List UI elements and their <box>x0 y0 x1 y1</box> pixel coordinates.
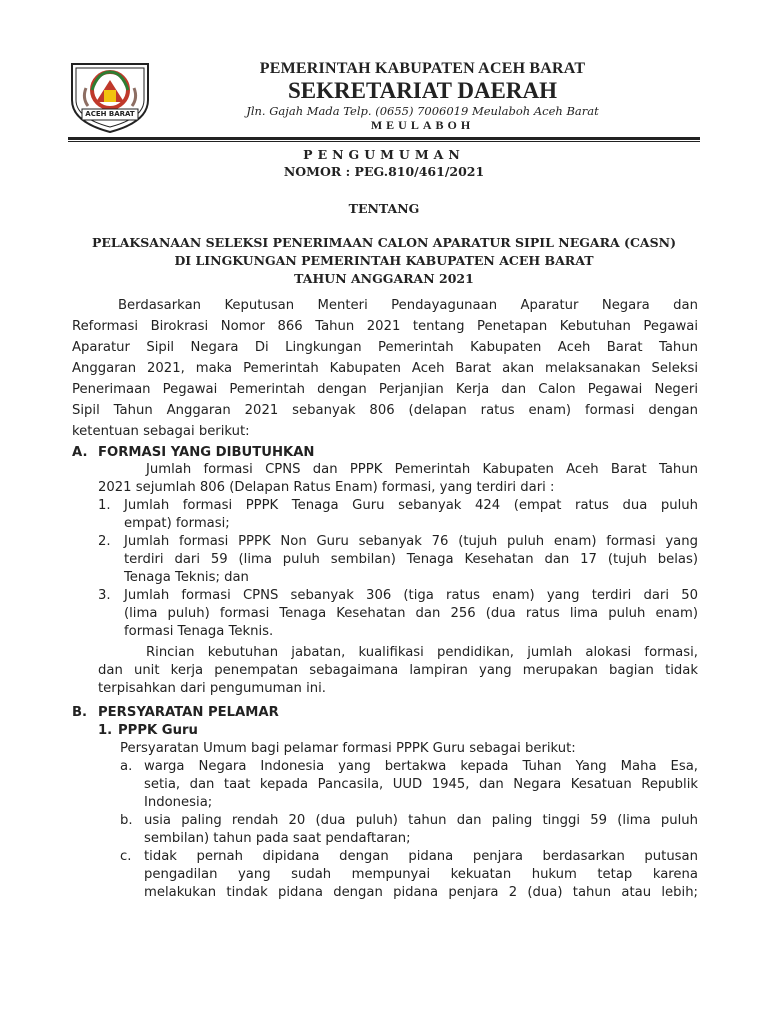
subject-line-1: PELAKSANAAN SELEKSI PENERIMAAN CALON APARATUR SIPIL NEGARA (CASN) <box>92 235 676 250</box>
requirement-line: melakukan tindak pidana dengan pidana penjara 2 (dua) tahun atau lebih; <box>144 885 698 900</box>
list-item-line: Jumlah formasi PPPK Non Guru sebanyak 76 (tujuh puluh enam) formasi yang <box>124 534 698 549</box>
requirement-line: tidak pernah dipidana dengan pidana penjara berdasarkan putusan <box>144 849 698 864</box>
requirement-line: usia paling rendah 20 (dua puluh) tahun dan paling tinggi 59 (lima puluh <box>144 813 698 828</box>
list-item-line: formasi Tenaga Teknis. <box>124 624 274 639</box>
list-item-number: 1. <box>98 498 111 513</box>
section-a-closing: Rincian kebutuhan jabatan, kualifikasi pendidikan, jumlah alokasi formasi, <box>146 645 698 660</box>
list-item-line: Tenaga Teknis; dan <box>124 570 249 585</box>
about-label: TENTANG <box>348 201 420 216</box>
letterhead-divider-thin <box>68 141 700 142</box>
subject-line-3: TAHUN ANGGARAN 2021 <box>294 271 474 286</box>
section-a-closing: terpisahkan dari pengumuman ini. <box>98 681 326 696</box>
subject-line-2: DI LINGKUNGAN PEMERINTAH KABUPATEN ACEH BARAT <box>174 253 594 268</box>
requirement-line: Indonesia; <box>144 795 213 810</box>
document-type-title: PENGUMUMAN <box>303 147 465 162</box>
list-item-line: (lima puluh) formasi Tenaga Kesehatan dan 256 (dua ratus lima puluh enam) <box>124 606 698 621</box>
requirement-letter: c. <box>120 849 132 864</box>
requirement-line: warga Negara Indonesia yang bertakwa kepada Tuhan Yang Maha Esa, <box>144 759 698 774</box>
list-item-line: empat) formasi; <box>124 516 230 531</box>
requirement-letter: b. <box>120 813 133 828</box>
section-a-label: A. <box>72 445 88 460</box>
section-b-label: B. <box>72 705 88 720</box>
requirement-line: setia, dan taat kepada Pancasila, UUD 1945, dan Negara Kesatuan Republik <box>144 777 698 792</box>
section-a-closing: dan unit kerja penempatan sebagaimana lampiran yang merupakan bagian tidak <box>98 663 698 678</box>
letterhead-address: Jln. Gajah Mada Telp. (0655) 7006019 Meulaboh Aceh Barat <box>246 104 599 118</box>
intro-line: Reformasi Birokrasi Nomor 866 Tahun 2021 tentang Penetapan Kebutuhan Pegawai <box>72 319 698 334</box>
subsection-heading: PPPK Guru <box>118 723 198 738</box>
logo-caption: ACEH BARAT <box>85 110 135 118</box>
requirement-letter: a. <box>120 759 133 774</box>
document-number: NOMOR : PEG.810/461/2021 <box>283 164 485 179</box>
requirement-line: sembilan) tahun pada saat pendaftaran; <box>144 831 411 846</box>
subsection-lead: Persyaratan Umum bagi pelamar formasi PPPK Guru sebagai berikut: <box>120 741 576 756</box>
regency-logo <box>68 60 152 134</box>
section-b-heading: PERSYARATAN PELAMAR <box>98 705 279 720</box>
intro-line: Sipil Tahun Anggaran 2021 sebanyak 806 (delapan ratus enam) formasi dengan <box>72 403 698 418</box>
letterhead-divider <box>68 137 700 140</box>
intro-line: ketentuan sebagai berikut: <box>72 424 250 439</box>
intro-line: Penerimaan Pegawai Pemerintah dengan Perjanjian Kerja dan Calon Pegawai Negeri <box>72 382 698 397</box>
subsection-number: 1. <box>98 723 113 738</box>
list-item-number: 2. <box>98 534 111 549</box>
intro-line: Berdasarkan Keputusan Menteri Pendayagunaan Aparatur Negara dan <box>118 298 698 313</box>
regency-emblem-icon <box>68 60 152 134</box>
letterhead-office: SEKRETARIAT DAERAH <box>287 78 558 103</box>
list-item-line: Jumlah formasi CPNS sebanyak 306 (tiga ratus enam) yang terdiri dari 50 <box>124 588 698 603</box>
intro-line: Aparatur Sipil Negara Di Lingkungan Pemerintah Kabupaten Aceh Barat Tahun <box>72 340 698 355</box>
requirement-line: pengadilan yang sudah mempunyai kekuatan hukum tetap karena <box>144 867 698 882</box>
section-a-heading: FORMASI YANG DIBUTUHKAN <box>98 445 315 460</box>
list-item-number: 3. <box>98 588 111 603</box>
section-a-lead: Jumlah formasi CPNS dan PPPK Pemerintah Kabupaten Aceh Barat Tahun <box>146 462 698 477</box>
intro-line: Anggaran 2021, maka Pemerintah Kabupaten Aceh Barat akan melaksanakan Seleksi <box>72 361 698 376</box>
letterhead-government: PEMERINTAH KABUPATEN ACEH BARAT <box>259 60 586 77</box>
letterhead-city: MEULABOH <box>370 118 475 132</box>
list-item-line: Jumlah formasi PPPK Tenaga Guru sebanyak 424 (empat ratus dua puluh <box>124 498 698 513</box>
list-item-line: terdiri dari 59 (lima puluh sembilan) Tenaga Kesehatan dan 17 (tujuh belas) <box>124 552 698 567</box>
section-a-lead: 2021 sejumlah 806 (Delapan Ratus Enam) formasi, yang terdiri dari : <box>98 480 555 495</box>
